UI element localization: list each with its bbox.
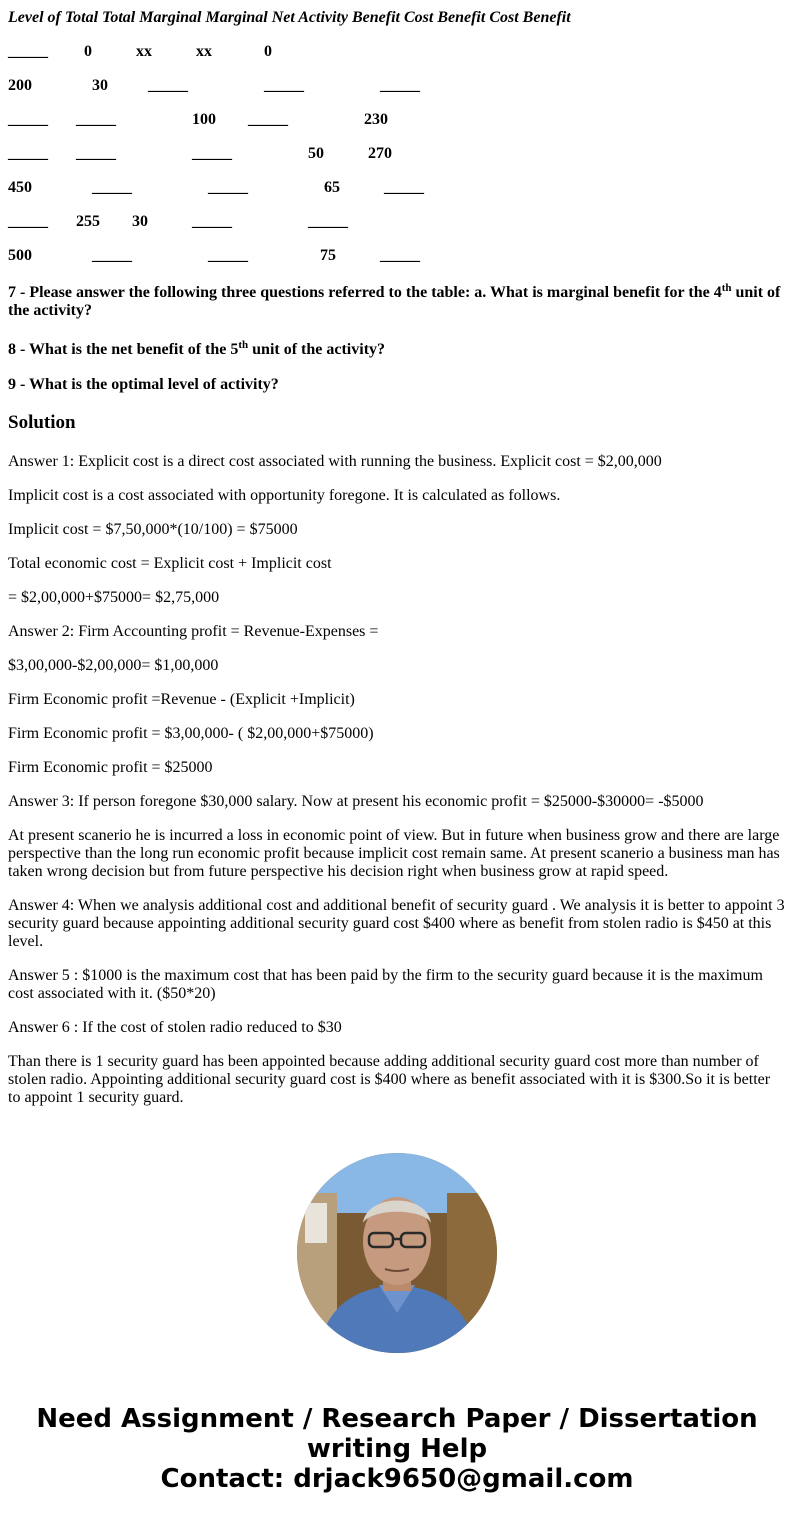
table-cell: _____ (192, 213, 232, 230)
promo-line-2: writing Help (306, 1434, 488, 1464)
solution-paragraph: Firm Economic profit = $25000 (8, 759, 213, 776)
solution-paragraph: At present scanerio he is incurred a loss in economic point of view. But in future when business grow and there are large perspective than the long run economic profit because implicit cost remain same. At present scanerio a business man has taken wrong decision but from future perspective his decision right when business grow at rapid speed. (8, 827, 780, 880)
question-8: 8 - What is the net benefit of the 5th unit of the activity? (8, 339, 386, 358)
table-cell: _____ (92, 179, 132, 196)
question-7: 7 - Please answer the following three questions referred to the table: a. What is marginal benefit for the 4th unit of the activity? (8, 282, 781, 319)
table-cell: _____ (92, 247, 132, 264)
solution-paragraph: Implicit cost is a cost associated with opportunity foregone. It is calculated as follows. (8, 487, 561, 504)
author-avatar (297, 1153, 497, 1353)
solution-paragraph: Firm Economic profit =Revenue - (Explicit +Implicit) (8, 691, 355, 708)
solution-paragraph: Than there is 1 security guard has been appointed because adding additional security guard cost more than number of stolen radio. Appointing additional security guard cost is $400 where as benefit associated with it is $300.So it is better to appoint 1 security guard. (8, 1053, 771, 1106)
promo-banner (0, 1404, 794, 1494)
table-cell: _____ (208, 179, 248, 196)
table-cell: 200 (8, 77, 32, 94)
author-portrait-image (297, 1153, 497, 1353)
table-cell: 255 (76, 213, 100, 230)
table-cell: 65 (324, 179, 340, 196)
table-cell: _____ (264, 77, 304, 94)
table-cell: 100 (192, 111, 216, 128)
solution-paragraph: Answer 4: When we analysis additional cost and additional benefit of security guard . We analysis it is better to appoint 3 security guard because appointing additional security guard cost $400 where as benefit from stolen radio is $450 at this level. (8, 897, 785, 950)
solution-paragraph: Answer 2: Firm Accounting profit = Revenue-Expenses = (8, 623, 379, 640)
table-cell: 270 (368, 145, 392, 162)
solution-paragraph: Answer 5 : $1000 is the maximum cost that has been paid by the firm to the security guard because it is the maximum cost associated with it. ($50*20) (8, 967, 763, 1002)
solution-paragraph: Answer 3: If person foregone $30,000 salary. Now at present his economic profit = $25000-$30000= -$5000 (8, 793, 704, 810)
solution-paragraph: $3,00,000-$2,00,000= $1,00,000 (8, 657, 219, 674)
solution-paragraph: Answer 1: Explicit cost is a direct cost associated with running the business. Explicit cost = $2,00,000 (8, 453, 662, 470)
table-cell: _____ (76, 111, 116, 128)
table-cell: _____ (76, 145, 116, 162)
table-cell: 75 (320, 247, 336, 264)
table-cell: 50 (308, 145, 324, 162)
table-cell: _____ (208, 247, 248, 264)
table-cell: _____ (384, 179, 424, 196)
table-cell: 230 (364, 111, 388, 128)
solution-paragraph: = $2,00,000+$75000= $2,75,000 (8, 589, 220, 606)
table-cell: _____ (380, 77, 420, 94)
solution-heading: Solution (8, 412, 76, 433)
promo-line-3: Contact: drjack9650@gmail.com (160, 1464, 634, 1494)
table-cell: _____ (8, 43, 48, 60)
table-cell: xx (136, 43, 152, 60)
table-cell: _____ (380, 247, 420, 264)
table-cell: _____ (8, 213, 48, 230)
promo-line-1: Need Assignment / Research Paper / Dissertation (36, 1404, 758, 1434)
question-9: 9 - What is the optimal level of activity? (8, 376, 279, 393)
table-cell: _____ (148, 77, 188, 94)
solution-paragraph: Implicit cost = $7,50,000*(10/100) = $75000 (8, 521, 298, 538)
table-cell: _____ (8, 111, 48, 128)
solution-paragraph: Firm Economic profit = $3,00,000- ( $2,00,000+$75000) (8, 725, 374, 742)
table-cell: 0 (264, 43, 272, 60)
solution-paragraph: Answer 6 : If the cost of stolen radio reduced to $30 (8, 1019, 342, 1036)
table-cell: 500 (8, 247, 32, 264)
table-cell: 0 (84, 43, 92, 60)
table-cell: _____ (192, 145, 232, 162)
table-cell: _____ (248, 111, 288, 128)
solution-paragraph: Total economic cost = Explicit cost + Implicit cost (8, 555, 332, 572)
table-header: Level of Total Total Marginal Marginal Net Activity Benefit Cost Benefit Cost Benefit (8, 9, 571, 26)
table-cell: 30 (92, 77, 108, 94)
table-cell: _____ (308, 213, 348, 230)
table-cell: 450 (8, 179, 32, 196)
table-cell: _____ (8, 145, 48, 162)
table-cell: 30 (132, 213, 148, 230)
table-cell: xx (196, 43, 212, 60)
